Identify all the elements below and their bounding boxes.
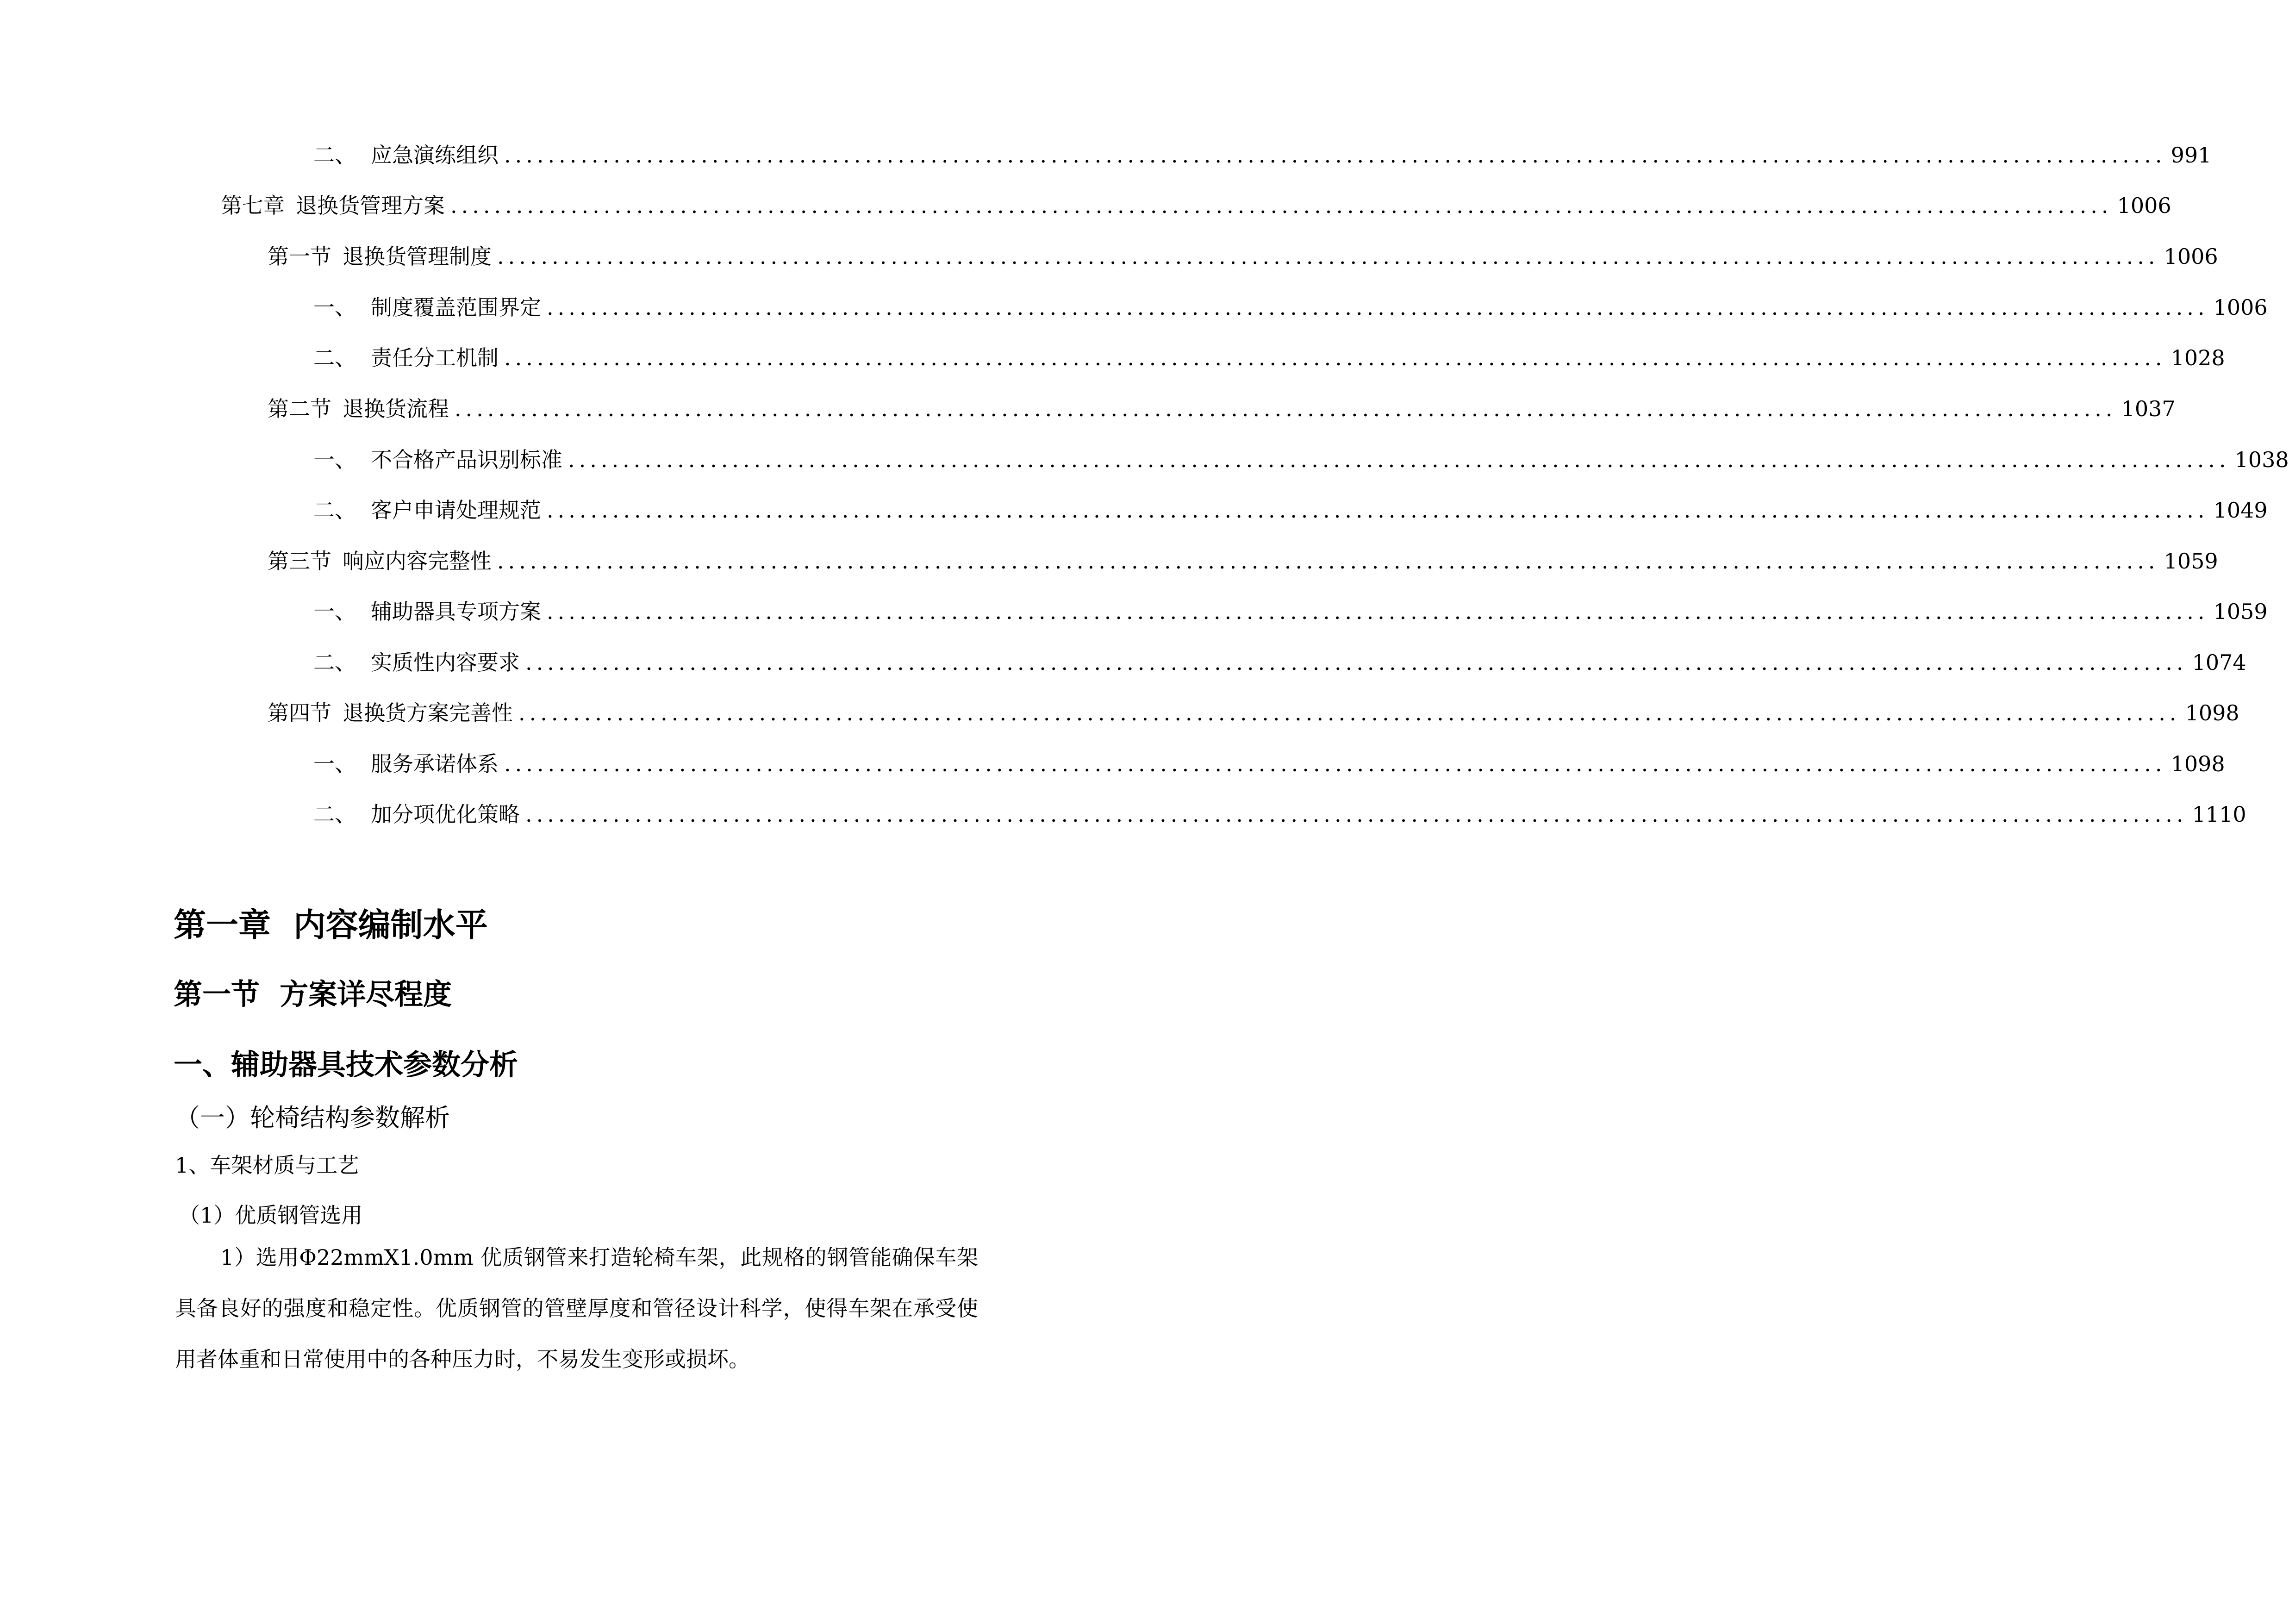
toc-entry-prefix: 二、 [313, 650, 356, 675]
toc-leader-dots: ........................................................................................................................................................ [525, 802, 2188, 827]
toc-leader-dots: ........................................................................................................................................................ [568, 447, 2230, 472]
toc-entry-page: 1074 [2192, 650, 2246, 675]
toc-entry[interactable] [268, 390, 2176, 427]
toc-entry-title: 制度覆盖范围界定 [371, 295, 541, 320]
toc-entry-prefix: 第一节 [268, 244, 331, 269]
toc-entry-title: 退换货方案完善性 [343, 700, 513, 725]
toc-entry-page: 991 [2170, 143, 2212, 168]
toc-leader-dots: ........................................................................................................................................................ [504, 143, 2166, 168]
toc-entry-prefix: 二、 [313, 498, 356, 523]
toc-entry-prefix: 二、 [313, 802, 356, 827]
subsection-heading: 一、辅助器具技术参数分析 [174, 1048, 518, 1081]
toc-entry-page: 1006 [2213, 295, 2268, 320]
toc-leader-dots: ........................................................................................................................................................ [450, 193, 2113, 218]
toc-entry[interactable] [313, 289, 2268, 326]
toc-entry-page: 1098 [2185, 700, 2239, 725]
toc-leader-dots: ........................................................................................................................................................ [518, 700, 2181, 725]
toc-entry-title: 加分项优化策略 [371, 802, 520, 827]
toc-entry-page: 1059 [2213, 599, 2268, 624]
toc-leader-dots: ........................................................................................................................................................ [547, 498, 2209, 523]
toc-entry-prefix: 一、 [313, 295, 356, 320]
toc-entry[interactable] [313, 492, 2268, 529]
toc-entry-title: 辅助器具专项方案 [371, 599, 541, 624]
toc-entry-prefix: 一、 [313, 599, 356, 624]
toc-entry-title: 退换货管理制度 [343, 244, 492, 269]
toc-leader-dots: ........................................................................................................................................................ [547, 599, 2209, 624]
toc-entry[interactable] [313, 593, 2268, 630]
toc-leader-dots: ........................................................................................................................................................ [525, 650, 2188, 675]
toc-entry-title: 退换货管理方案 [296, 193, 445, 218]
toc-entry-prefix: 一、 [313, 751, 356, 776]
toc-entry-title: 应急演练组织 [371, 143, 499, 168]
toc-leader-dots: ........................................................................................................................................................ [547, 295, 2209, 320]
toc-leader-dots: ........................................................................................................................................................ [497, 549, 2159, 574]
toc-entry[interactable] [313, 745, 2225, 782]
toc-entry-title: 实质性内容要求 [371, 650, 520, 675]
item-heading: 1、车架材质与工艺 [175, 1153, 359, 1178]
toc-entry-title: 责任分工机制 [371, 345, 499, 370]
toc-entry-title: 不合格产品识别标准 [371, 447, 562, 472]
toc-entry[interactable] [313, 339, 2225, 376]
toc-entry-prefix: 二、 [313, 345, 356, 370]
toc-entry[interactable] [313, 644, 2246, 681]
toc-entry-prefix: 第四节 [268, 700, 331, 725]
toc-leader-dots: ........................................................................................................................................................ [504, 751, 2166, 776]
toc-entry-title: 客户申请处理规范 [371, 498, 541, 523]
section-heading: 第一节 方案详尽程度 [174, 977, 452, 1011]
toc-entry-page: 1006 [2117, 193, 2171, 218]
sub-item-heading: （1）优质钢管选用 [179, 1203, 363, 1228]
toc-entry-prefix: 第七章 [221, 193, 285, 218]
toc-entry[interactable] [313, 796, 2246, 833]
toc-entry-prefix: 一、 [313, 447, 356, 472]
toc-leader-dots: ........................................................................................................................................................ [455, 396, 2117, 421]
toc-entry-prefix: 第二节 [268, 396, 331, 421]
chapter-heading: 第一章 内容编制水平 [174, 906, 488, 944]
paragraph-text: 1）选用Φ22mmX1.0mm 优质钢管来打造轮椅车架，此规格的钢管能确保车架具备良好的强度和稳定性。优质钢管的管壁厚度和管径设计科学，使得车架在承受使用者体重和日常使用中的各种压力时，不易发生变形或损坏。 [175, 1245, 978, 1372]
toc-entry-prefix: 二、 [313, 143, 356, 168]
toc-entry-page: 1098 [2170, 751, 2225, 776]
toc-entry-prefix: 第三节 [268, 549, 331, 574]
toc-entry-page: 1037 [2121, 396, 2176, 421]
toc-entry-page: 1110 [2192, 802, 2246, 827]
toc-entry-page: 1059 [2164, 549, 2218, 574]
toc-leader-dots: ........................................................................................................................................................ [504, 345, 2166, 370]
toc-entry[interactable] [313, 137, 2212, 174]
toc-entry[interactable] [268, 238, 2218, 275]
toc-entry[interactable] [268, 543, 2218, 580]
toc-entry-page: 1038 [2234, 447, 2289, 472]
toc-entry-page: 1006 [2164, 244, 2218, 269]
toc-leader-dots: ........................................................................................................................................................ [497, 244, 2159, 269]
toc-entry[interactable] [313, 441, 2289, 478]
body-paragraph [175, 1232, 978, 1385]
sub-sub-heading: （一）轮椅结构参数解析 [175, 1103, 450, 1132]
toc-entry-title: 退换货流程 [343, 396, 449, 421]
toc-entry-page: 1028 [2170, 345, 2225, 370]
toc-entry[interactable] [268, 694, 2239, 731]
toc-entry-title: 服务承诺体系 [371, 751, 499, 776]
toc-entry-title: 响应内容完整性 [343, 549, 492, 574]
toc-entry[interactable] [221, 187, 2171, 224]
toc-entry-page: 1049 [2213, 498, 2268, 523]
